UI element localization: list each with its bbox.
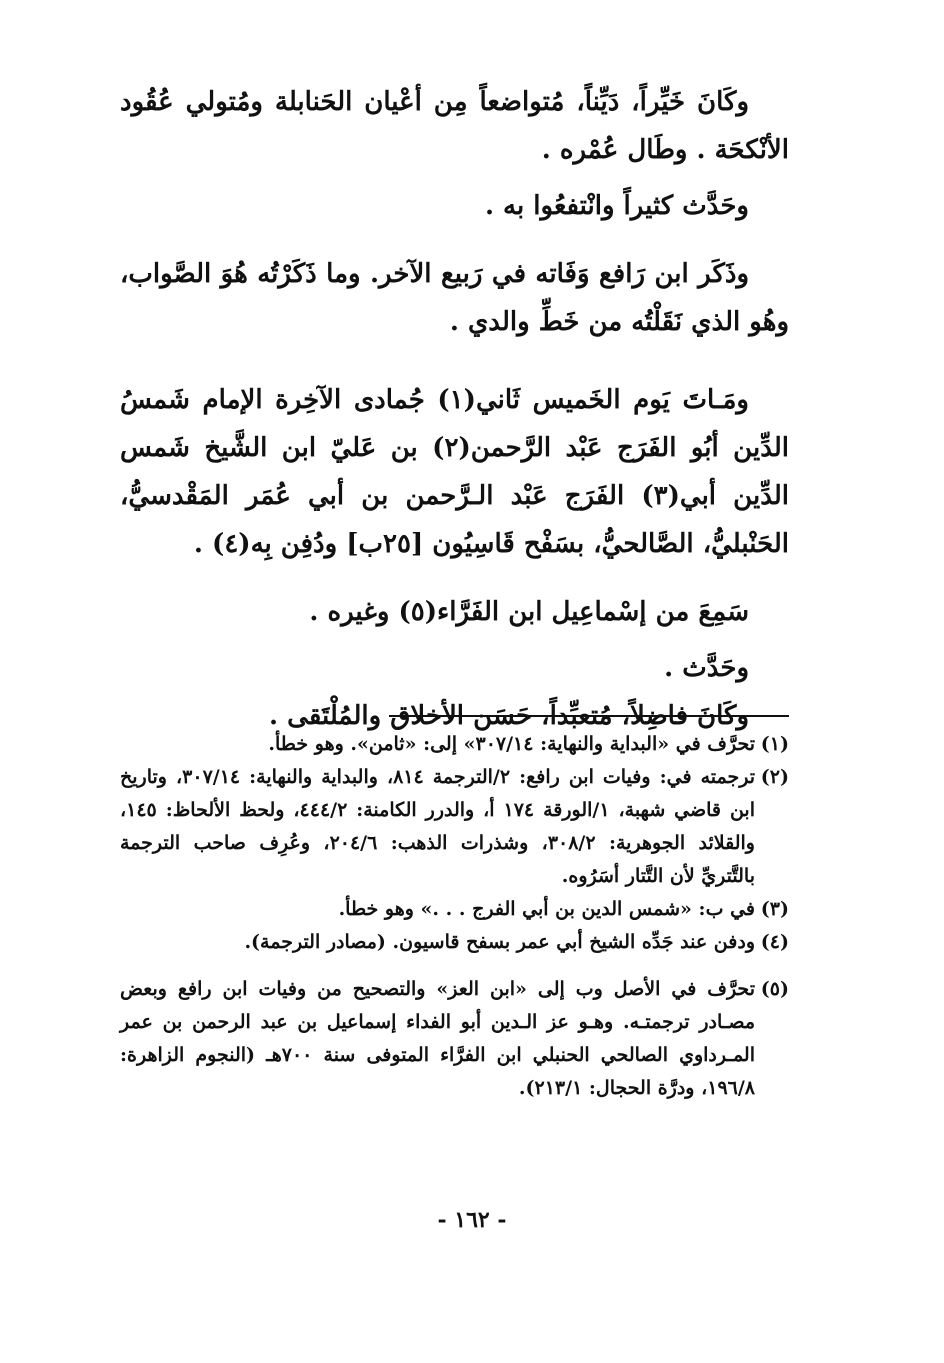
paragraph: وكَانَ فاضِلاً، مُتعبِّداً، حَسَن الأخلاق والمُلْتَقى . (269, 701, 749, 731)
footnote-text: ودفن عند جَدِّه الشيخ أبي عمر بسفح قاسيون. (مصادر الترجمة). (244, 931, 755, 953)
footnote (120, 728, 789, 761)
footnote-number: (١) (760, 733, 789, 755)
paragraph: وحَدَّث كثيراً وانْتفعُوا به . (484, 191, 749, 221)
footnote-number: (٢) (760, 766, 789, 788)
footnote-text: في ب: «شمس الدين بن أبي الفرج . . .» وهو خطأ. (338, 898, 755, 920)
page-number: - ١٦٢ - (437, 1207, 507, 1233)
footnote-text: ترجمته في: وفيات ابن رافع: ٢/الترجمة ٨١٤، والبداية والنهاية: ٣٠٧/١٤، وتاريخ ابن قاضي شهبة، ١/الورقة ١٧٤ أ، والدرر الكامنة: ٤٤٤/٢، ولحظ الألحاظ: ١٤٥، والقلائد الجوهرية: ٣٠٨/٢، وشذرات الذهب: ٢٠٤/٦، وعُرِف صاحب الترجمة بالتَّتريِّ لأن التَّتار أسَرُوه. (120, 766, 755, 887)
footnote-number: (٥) (760, 978, 789, 1000)
paragraph: وكَانَ خَيِّراً، دَيِّناً، مُتواضعاً مِن أعْيان الحَنابلة ومُتولي عُقُود الأنْكحَة . وطَال عُمْره . (120, 87, 789, 165)
paragraph: وذَكَر ابن رَافع وَفَاته في رَبيع الآخر. وما ذَكَرْتُه هُوَ الصَّواب، وهُو الذي نَقَلْتُه من خَطِّ والدي . (120, 259, 789, 337)
footnote (120, 761, 789, 893)
footnote (120, 893, 789, 926)
main-text (120, 78, 789, 740)
paragraph: وحَدَّث . (664, 653, 749, 683)
footnote-text: تحرَّف في الأصل وب إلى «ابن العز» والتصحيح من وفيات ابن رافع وبعض مصـادر ترجمتـه. وهـو عز الـدين أبو الفداء إسماعيل بن عبد الرحمن بن عمر المـرداوي الصالحي الحنبلي ابن الفرَّاء المتوفى سنة ٧٠٠هـ (النجوم الزاهرة: ١٩٦/٨، ودرَّة الحجال: ٢١٣/١). (120, 978, 755, 1099)
paragraph: سَمِعَ من إسْماعِيل ابن الفَرَّاء(٥) وغيره . (309, 597, 749, 627)
footnote-number: (٣) (760, 898, 789, 920)
footnote (120, 926, 789, 959)
footnote-separator (389, 715, 789, 717)
footnote-number: (٤) (760, 931, 789, 953)
footnotes (120, 728, 789, 1105)
footnote (120, 973, 789, 1105)
footnote-text: تحرَّف في «البداية والنهاية: ٣٠٧/١٤» إلى: «ثامن». وهو خطأ. (268, 733, 755, 755)
paragraph: ومَـاتَ يَوم الخَميس ثَاني(١) جُمادى الآخِرة الإمام شَمسُ الدِّين أبُو الفَرَج عَبْد الرَّحمن(٢) بن عَليّ ابن الشَّيخ شَمس الدِّين أبي(٣) الفَرَج عَبْد الـرَّحمن بن أبي عُمَر المَقْدسيُّ، الحَنْبليُّ، الصَّالحيُّ، بسَفْح قَاسِيُون [٢٥ب] ودُفِن بِه(٤) . (120, 385, 789, 559)
